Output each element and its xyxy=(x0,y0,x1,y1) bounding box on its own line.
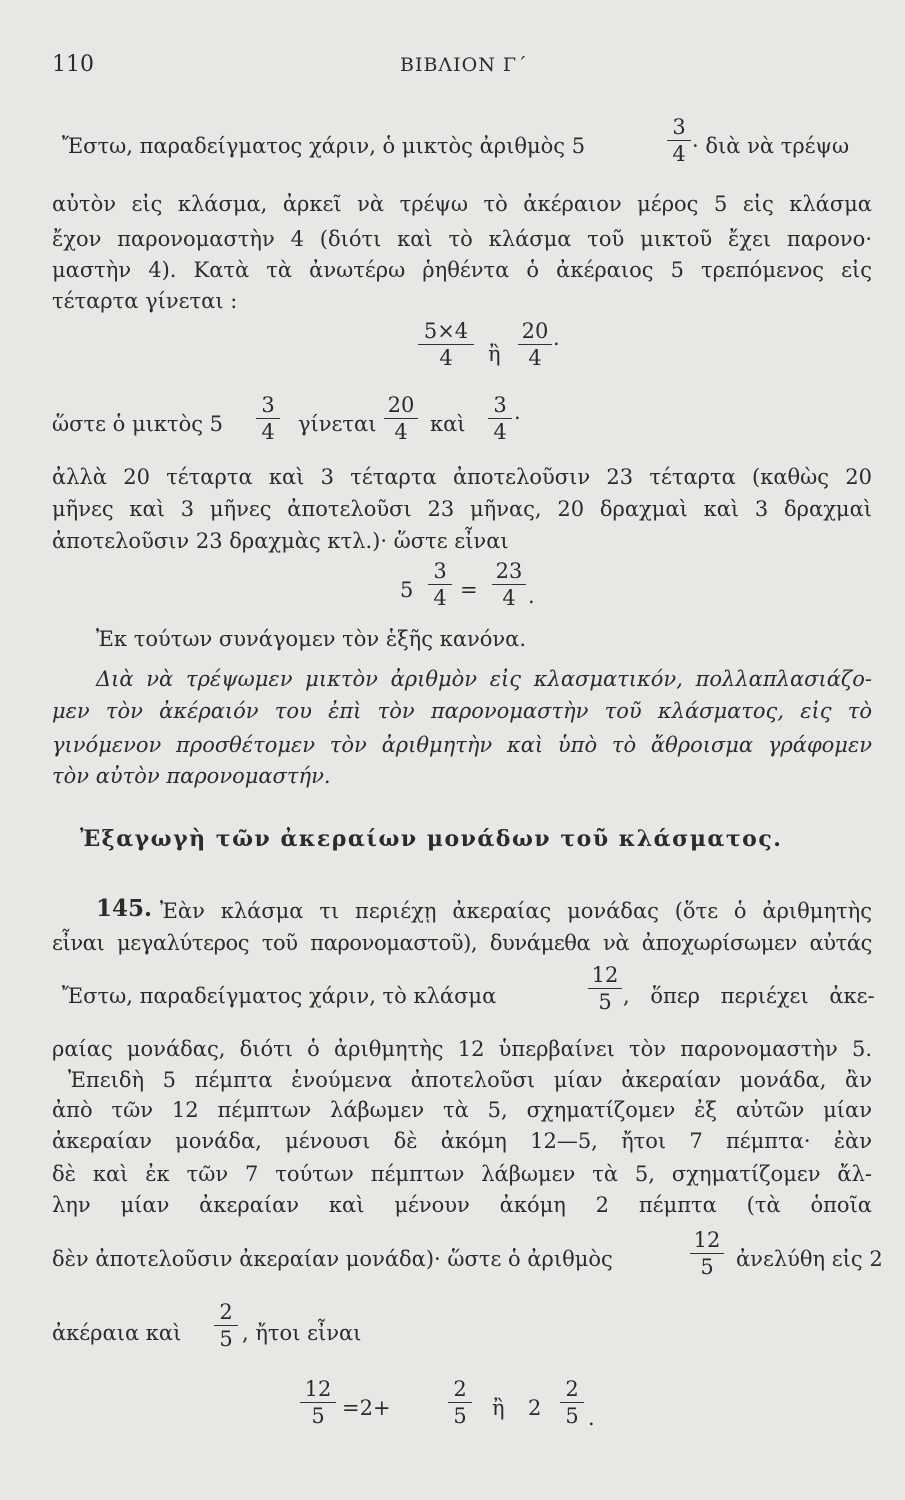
section-heading: Ἐξαγωγὴ τῶν ἀκεραίων μονάδων τοῦ κλάσματος. xyxy=(80,826,783,852)
fraction-three-quarters xyxy=(428,560,452,609)
sec145-line3-b: , ὅπερ περιέχει ἀκε- xyxy=(623,984,875,1008)
eq3-equals: = xyxy=(460,578,478,602)
eq4-two: 2 xyxy=(528,1396,542,1420)
sec145-line11-b: , ἤτοι εἶναι xyxy=(242,1321,362,1345)
fraction-numerator: 12 xyxy=(304,1377,332,1401)
fraction-numerator: 2 xyxy=(219,1300,233,1324)
eq4-equals-two-plus: =2+ xyxy=(342,1396,391,1420)
para1-line4: μαστὴν 4). Κατὰ τὰ ἀνωτέρω ῥηθέντα ὁ ἀκέραιος 5 τρεπόμενος εἰς xyxy=(52,258,872,282)
fraction-three-quarters xyxy=(667,116,691,165)
fraction-denominator: 5 xyxy=(598,990,612,1014)
fraction-denominator: 4 xyxy=(493,420,507,444)
sec145-line8: δὲ καὶ ἐκ τῶν 7 τούτων πέμπτων λάβωμεν τὰ 5, σχηματίζομεν ἄλ- xyxy=(52,1162,872,1186)
rule-line1: Διὰ νὰ τρέψωμεν μικτὸν ἀριθμὸν εἰς κλασματικόν, πολλαπλασιάζο- xyxy=(96,667,872,691)
fraction-twelve-fifths xyxy=(690,1229,724,1278)
fraction-denominator: 5 xyxy=(700,1255,714,1279)
eq2-period: . xyxy=(514,400,521,424)
fraction-numerator: 2 xyxy=(453,1377,467,1401)
eq1-or: ἢ xyxy=(488,342,501,366)
eq4-or: ἢ xyxy=(492,1396,505,1420)
eq3-five: 5 xyxy=(400,578,414,602)
sec145-line10-a: δὲν ἀποτελοῦσιν ἀκεραίαν μονάδα)· ὥστε ὁ ἀριθμὸς xyxy=(52,1247,613,1271)
sec145-line2: εἶναι μεγαλύτερος τοῦ παρονομαστοῦ), δυνάμεθα νὰ ἀποχωρίσωμεν αὐτάς xyxy=(52,931,872,955)
eq2-and: καὶ xyxy=(430,412,466,436)
para2-line3: ἀποτελοῦσιν 23 δραχμὰς κτλ.)· ὥστε εἶναι xyxy=(52,529,509,553)
sec145-line11-a: ἀκέραια καὶ xyxy=(52,1321,182,1345)
para2-line2: μῆνες καὶ 3 μῆνες ἀποτελοῦσι 23 μῆνας, 20 δραχμαὶ καὶ 3 δραχμαὶ xyxy=(52,497,872,521)
para1-line2: αὐτὸν εἰς κλάσμα, ἀρκεῖ νὰ τρέψω τὸ ἀκέραιον μέρος 5 εἰς κλάσμα xyxy=(52,192,872,216)
eq3-period: . xyxy=(528,584,535,608)
fraction-denominator: 4 xyxy=(502,586,516,610)
sec145-line5: Ἐπειδὴ 5 πέμπτα ἑνούμενα ἀποτελοῦσι μίαν ἀκεραίαν μονάδα, ἂν xyxy=(68,1068,872,1092)
fraction-twelve-fifths xyxy=(300,1378,336,1427)
fraction-two-fifths xyxy=(214,1301,238,1350)
sec145-line6: ἀπὸ τῶν 12 πέμπτων λάβωμεν τὰ 5, σχηματίζομεν ἐξ αὐτῶν μίαν xyxy=(52,1098,872,1122)
fraction-twenty-quarters xyxy=(518,320,552,369)
fraction-numerator: 3 xyxy=(433,559,447,583)
para1-line3: ἔχον παρονομαστὴν 4 (διότι καὶ τὸ κλάσμα τοῦ μικτοῦ ἔχει παρονο· xyxy=(52,227,872,251)
fraction-denominator: 4 xyxy=(672,142,686,166)
fraction-denominator: 4 xyxy=(528,346,542,370)
fraction-numerator: 3 xyxy=(493,393,507,417)
page-number: 110 xyxy=(52,52,94,77)
sec145-line10-b: ἀνελύθη εἰς 2 xyxy=(736,1247,883,1271)
fraction-numerator: 5×4 xyxy=(423,319,469,343)
sec145-line9: λην μίαν ἀκεραίαν καὶ μένουν ἀκόμη 2 πέμπτα (τὰ ὁποῖα xyxy=(52,1193,872,1217)
para2-line1: ἀλλὰ 20 τέταρτα καὶ 3 τέταρτα ἀποτελοῦσιν 23 τέταρτα (καθὼς 20 xyxy=(52,465,872,489)
rule-line4: τὸν αὐτὸν παρονομαστήν. xyxy=(52,764,331,788)
para1-line5: τέταρτα γίνεται : xyxy=(52,289,238,313)
sec145-line4: ραίας μονάδας, διότι ὁ ἀριθμητὴς 12 ὑπερβαίνει τὸν παρονομαστὴν 5. xyxy=(52,1037,872,1061)
fraction-denominator: 4 xyxy=(439,346,453,370)
fraction-denominator: 4 xyxy=(261,420,275,444)
eq4-period: . xyxy=(588,1406,595,1430)
fraction-denominator: 5 xyxy=(565,1404,579,1428)
fraction-numerator: 23 xyxy=(495,559,523,583)
rule-intro: Ἐκ τούτων συνάγομεν τὸν ἑξῆς κανόνα. xyxy=(96,627,527,651)
rule-line2: μεν τὸν ἀκέραιόν του ἐπὶ τὸν παρονομαστὴν τοῦ κλάσματος, εἰς τὸ xyxy=(52,699,872,723)
eq2-prefix: ὥστε ὁ μικτὸς 5 xyxy=(52,412,224,436)
fraction-three-quarters xyxy=(256,394,280,443)
fraction-five-times-four-over-four xyxy=(418,320,474,369)
fraction-twenty-quarters xyxy=(384,394,418,443)
fraction-numerator: 3 xyxy=(261,393,275,417)
fraction-numerator: 12 xyxy=(693,1228,721,1252)
fraction-denominator: 4 xyxy=(433,586,447,610)
para1-line1-a: Ἔστω, παραδείγματος χάριν, ὁ μικτὸς ἀριθμὸς 5 xyxy=(62,134,586,158)
rule-line3: γινόμενον προσθέτομεν τὸν ἀριθμητὴν καὶ ὑπὸ τὸ ἄθροισμα γράφομεν xyxy=(52,733,872,757)
fraction-two-fifths xyxy=(560,1378,584,1427)
eq2-becomes: γίνεται xyxy=(298,412,377,436)
fraction-denominator: 5 xyxy=(219,1327,233,1351)
fraction-twenty-three-quarters xyxy=(492,560,526,609)
fraction-denominator: 5 xyxy=(453,1404,467,1428)
fraction-numerator: 3 xyxy=(672,115,686,139)
sec145-line1: Ἐὰν κλάσμα τι περιέχῃ ἀκεραίας μονάδας (ὅτε ὁ ἀριθμητὴς xyxy=(160,899,872,923)
fraction-twelve-fifths xyxy=(588,964,622,1013)
sec145-line3-a: Ἔστω, παραδείγματος χάριν, τὸ κλάσμα xyxy=(62,984,497,1008)
sec145-line7: ἀκεραίαν μονάδα, μένουσι δὲ ἀκόμη 12—5, ἤτοι 7 πέμπτα· ἐὰν xyxy=(52,1129,872,1153)
fraction-numerator: 2 xyxy=(565,1377,579,1401)
fraction-numerator: 20 xyxy=(521,319,549,343)
para1-line1-b: · διὰ νὰ τρέψω xyxy=(692,134,850,158)
fraction-denominator: 4 xyxy=(394,420,408,444)
section-number: 145. xyxy=(96,895,153,922)
fraction-three-quarters xyxy=(488,394,512,443)
fraction-numerator: 12 xyxy=(591,963,619,987)
fraction-numerator: 20 xyxy=(387,393,415,417)
running-title: ΒΙΒΛΙΟΝ Γ΄ xyxy=(400,54,528,76)
eq1-period: . xyxy=(553,326,560,350)
fraction-two-fifths xyxy=(448,1378,472,1427)
fraction-denominator: 5 xyxy=(311,1404,325,1428)
